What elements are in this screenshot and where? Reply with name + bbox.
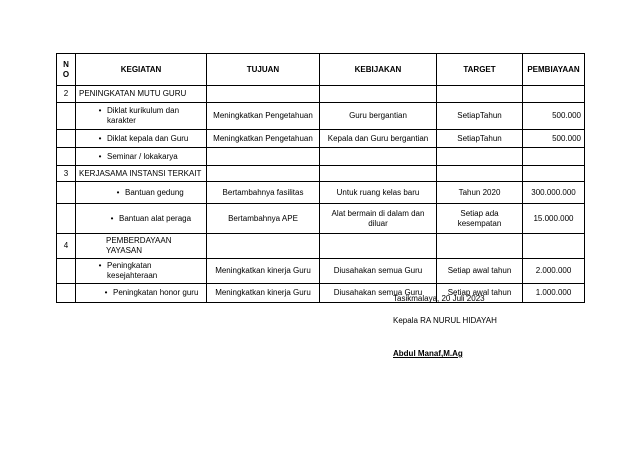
table-row	[57, 234, 585, 259]
table-row	[57, 103, 585, 130]
activity-label: Peningkatan kesejahteraan	[107, 261, 158, 280]
policy-cell: Alat bermain di dalam dan diluar	[320, 204, 437, 234]
signature-position: Kepala RA NURUL HIDAYAH	[393, 316, 497, 325]
bullet-icon: •	[110, 213, 114, 223]
goal-cell: Meningkatkan Pengetahuan	[207, 103, 320, 130]
row-number: 2	[57, 86, 76, 103]
activity-cell	[76, 103, 207, 130]
table-row	[57, 182, 585, 204]
cost-cell: 15.000.000	[523, 204, 585, 234]
activity-cell	[76, 182, 207, 204]
bullet-icon: •	[116, 187, 120, 197]
table-row	[57, 259, 585, 284]
table-row	[57, 166, 585, 182]
activity-cell	[76, 204, 207, 234]
policy-cell: Untuk ruang kelas baru	[320, 182, 437, 204]
header-tujuan: TUJUAN	[207, 54, 320, 86]
policy-cell: Kepala dan Guru bergantian	[320, 130, 437, 148]
header-target: TARGET	[437, 54, 523, 86]
bullet-icon: •	[98, 261, 102, 270]
policy-cell: Guru bergantian	[320, 103, 437, 130]
goal-cell: Bertambahnya APE	[207, 204, 320, 234]
cost-cell: 300.000.000	[523, 182, 585, 204]
target-cell: SetiapTahun	[437, 130, 523, 148]
table-row	[57, 148, 585, 166]
bullet-icon: •	[98, 151, 102, 161]
program-table	[56, 53, 585, 303]
activity-cell	[76, 259, 207, 284]
goal-cell: Meningkatkan Pengetahuan	[207, 130, 320, 148]
header-kegiatan: KEGIATAN	[76, 54, 207, 86]
goal-cell: Bertambahnya fasilitas	[207, 182, 320, 204]
activity-cell	[76, 284, 207, 303]
target-cell: Tahun 2020	[437, 182, 523, 204]
cost-cell: 1.000.000	[523, 284, 585, 303]
header-pembiayaan: PEMBIAYAAN	[523, 54, 585, 86]
activity-label: Seminar / lokakarya	[107, 151, 178, 161]
section-title: PEMBERDAYAAN YAYASAN	[76, 234, 207, 259]
policy-cell: Diusahakan semua Guru	[320, 259, 437, 284]
table-row	[57, 130, 585, 148]
header-no: N O	[57, 54, 76, 86]
bullet-icon: •	[98, 133, 102, 143]
table-header-row	[57, 54, 585, 86]
goal-cell: Meningkatkan kinerja Guru	[207, 284, 320, 303]
activity-label: Peningkatan honor guru	[113, 288, 199, 297]
header-kebijakan: KEBIJAKAN	[320, 54, 437, 86]
row-number: 4	[57, 234, 76, 259]
activity-cell	[76, 148, 207, 166]
row-number: 3	[57, 166, 76, 182]
section-title: PENINGKATAN MUTU GURU	[76, 86, 207, 103]
bullet-icon: •	[104, 288, 108, 297]
cost-cell: 500.000	[523, 130, 585, 148]
target-cell: SetiapTahun	[437, 103, 523, 130]
cost-cell: 2.000.000	[523, 259, 585, 284]
cost-cell: 500.000	[523, 103, 585, 130]
table-row	[57, 86, 585, 103]
activity-label: Diklat kepala dan Guru	[107, 133, 189, 143]
section-title: KERJASAMA INSTANSI TERKAIT	[76, 166, 207, 182]
table-row	[57, 284, 585, 303]
activity-label: Bantuan alat peraga	[119, 213, 192, 223]
signature-place-date: Tasikmalaya, 20 Juli 2023	[393, 294, 485, 303]
signature-name: Abdul Manaf,M.Ag	[393, 349, 463, 358]
policy-cell: Diusahakan semua Guru	[320, 284, 437, 303]
activity-label: Bantuan gedung	[125, 187, 184, 197]
activity-label: Diklat kurikulum dan karakter	[107, 106, 180, 125]
target-cell: Setiap awal tahun	[437, 284, 523, 303]
target-cell: Setiap awal tahun	[437, 259, 523, 284]
bullet-icon: •	[98, 106, 102, 115]
goal-cell: Meningkatkan kinerja Guru	[207, 259, 320, 284]
target-cell: Setiap ada kesempatan	[437, 204, 523, 234]
table-row	[57, 204, 585, 234]
activity-cell	[76, 130, 207, 148]
